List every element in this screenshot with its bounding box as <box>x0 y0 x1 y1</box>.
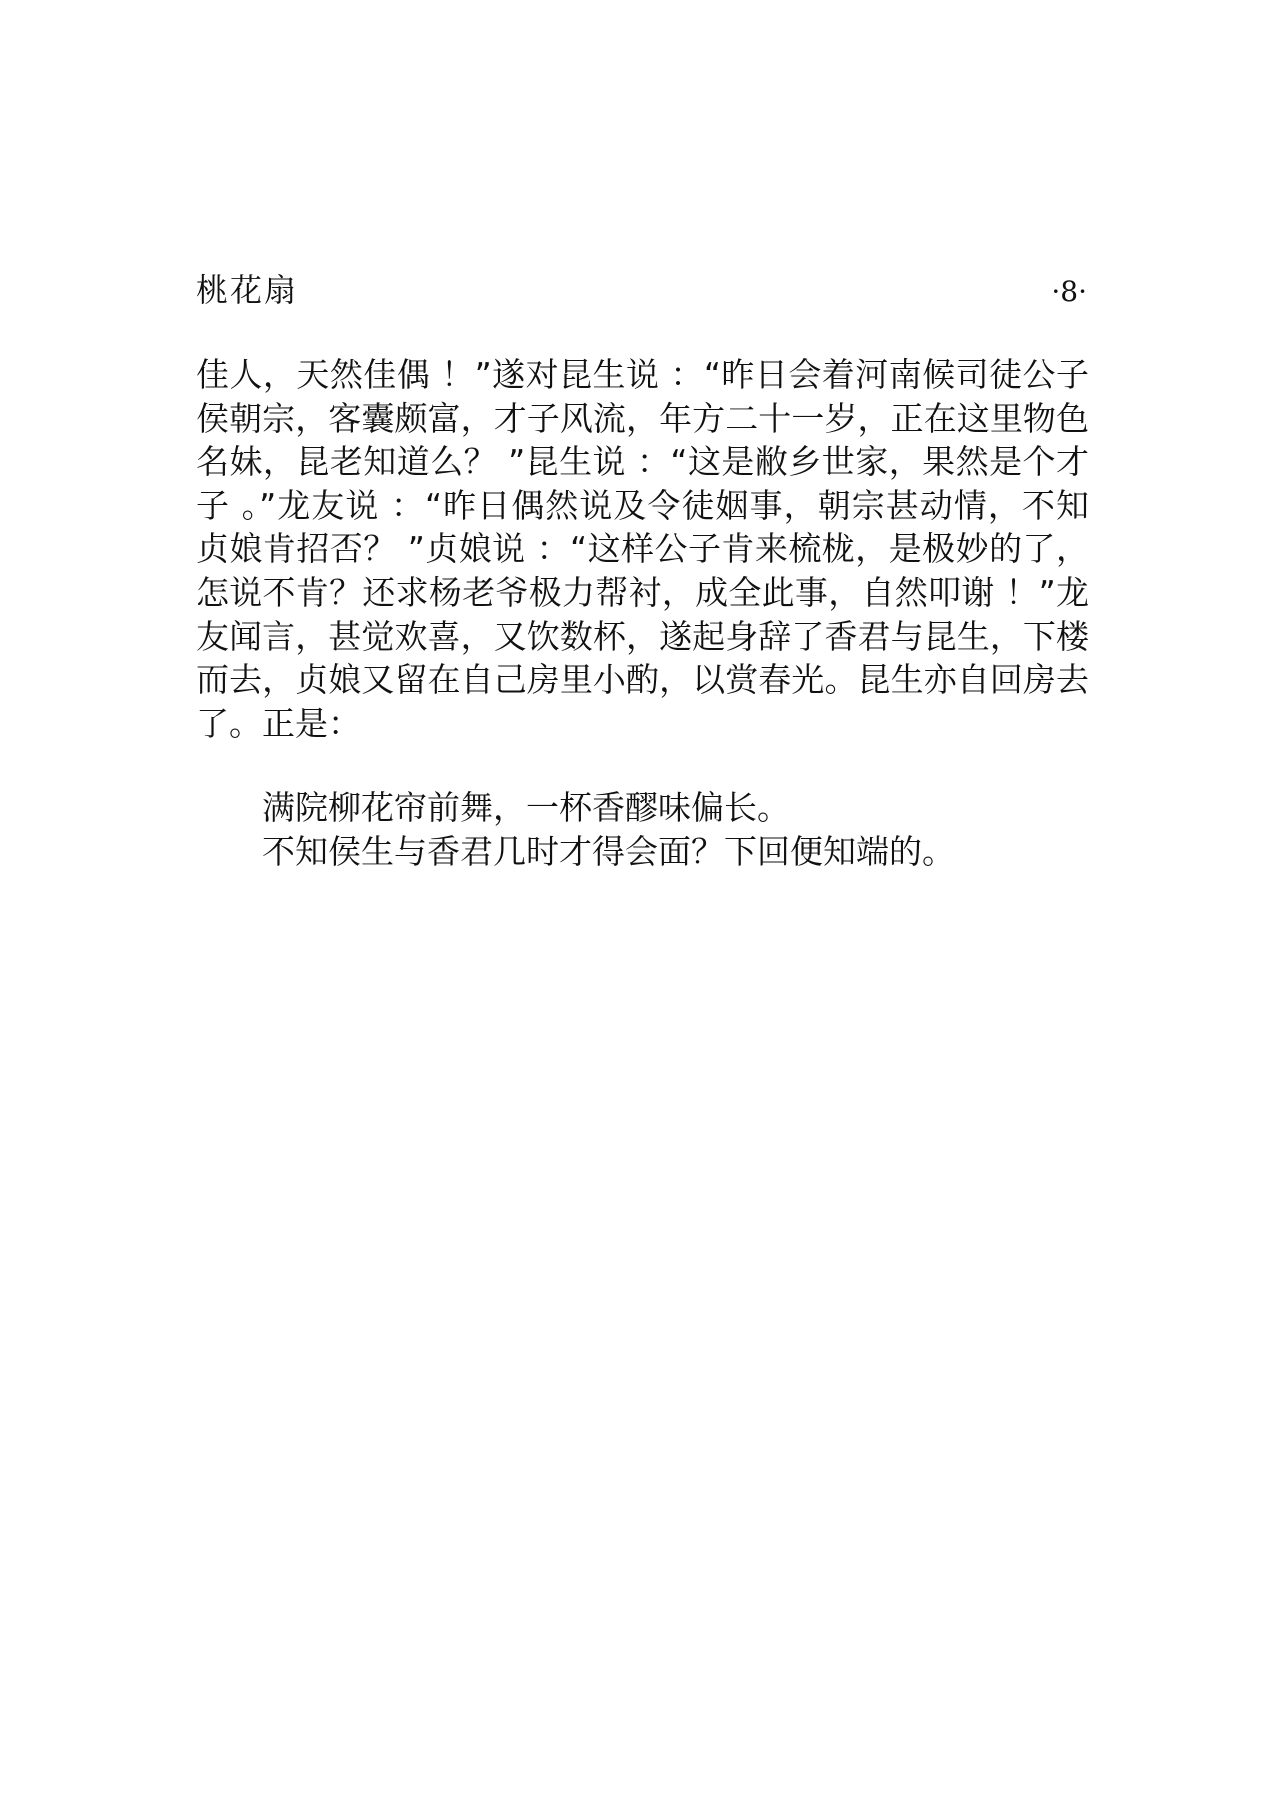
verse-line: 满院柳花帘前舞，一杯香醪味偏长。 <box>262 788 790 827</box>
body-paragraph: 佳人，天然佳偶 ！”遂对昆生说 ：“昨日会着河南候司徒公子侯朝宗，客囊颇富，才子风流，年方二十一岁，正在这里物色名妹，昆老知道么？ ”昆生说 ：“这是敝乡世家，果然是个才子 。”龙友说 ：“昨日偶然说及令徒姻事，朝宗甚动情，不知贞娘肯招否？ ”贞娘说 ：“这样公子肯来梳栊，是极妙的了，怎说不肯？还求杨老爷极力帮衬，成全此事，自然叩谢 ！”龙友闻言，甚觉欢喜，又饮数杯，遂起身辞了香君与昆生，下楼而去，贞娘又留在自己房里小酌，以赏春光。昆生亦自回房去了。正是： <box>196 355 1089 743</box>
chapter-closing-line: 不知侯生与香君几时才得会面？下回便知端的。 <box>262 831 955 871</box>
running-header-title: 桃花扇 <box>196 271 299 309</box>
page-number: ·8· <box>1051 275 1087 308</box>
verse-block <box>262 786 1122 873</box>
